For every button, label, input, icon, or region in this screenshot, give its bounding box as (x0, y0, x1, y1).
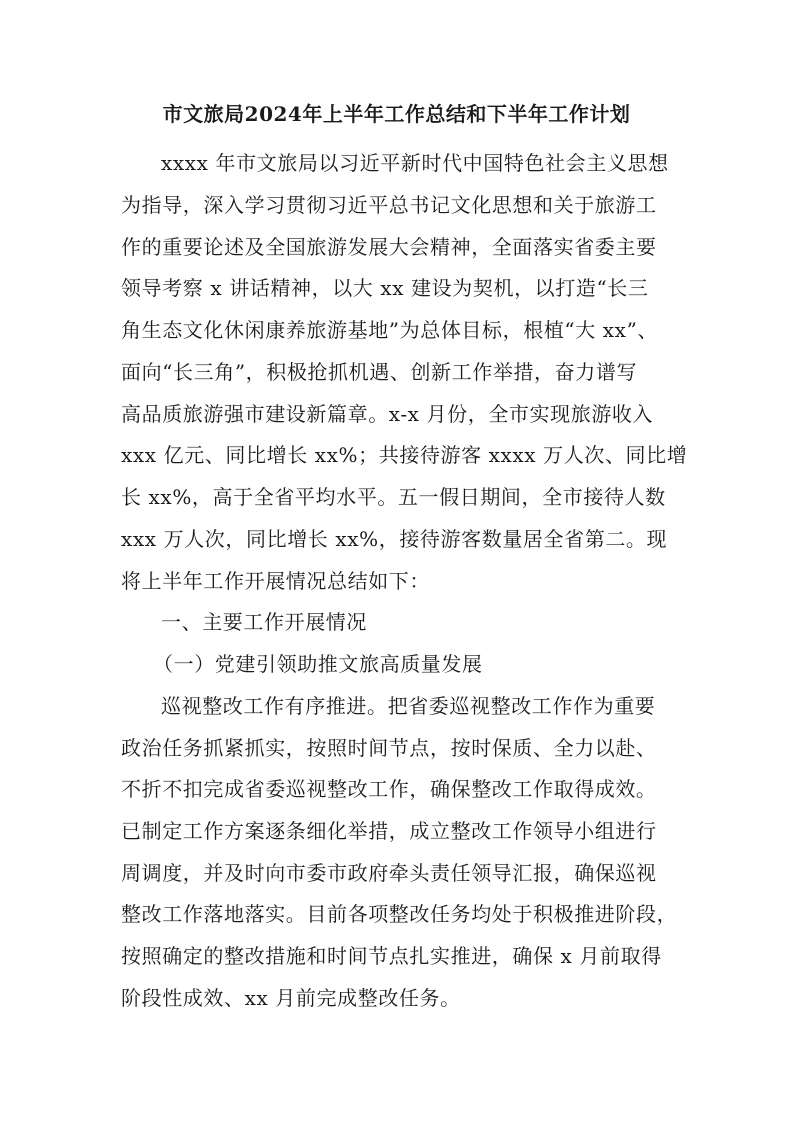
body-line: 不折不扣完成省委巡视整改工作，确保整改工作取得成效。 (121, 777, 657, 801)
body-line: 周调度，并及时向市委市政府牵头责任领导汇报，确保巡视 (121, 861, 657, 885)
section-heading: 一、主要工作开展情况 (161, 610, 367, 634)
body-line: 阶段性成效、xx 月前完成整改任务。 (121, 986, 461, 1010)
body-line: 整改工作落地落实。目前各项整改任务均处于积极推进阶段， (121, 902, 678, 926)
body-line: 已制定工作方案逐条细化举措，成立整改工作领导小组进行 (121, 819, 657, 843)
intro-line: 角生态文化休闲康养旅游基地”为总体目标，根植“大 xx”、 (121, 318, 658, 342)
intro-line: 领导考察 x 讲话精神，以大 xx 建设为契机，以打造“长三 (121, 276, 649, 300)
intro-line: 为指导，深入学习贯彻习近平总书记文化思想和关于旅游工 (121, 193, 657, 217)
intro-line: 将上半年工作开展情况总结如下： (121, 569, 430, 593)
intro-line: xxx 亿元、同比增长 xx%；共接待游客 xxxx 万人次、同比增 (121, 443, 688, 467)
intro-line: 面向“长三角”，积极抢抓机遇、创新工作举措，奋力谱写 (121, 360, 638, 384)
body-line: 巡视整改工作有序推进。把省委巡视整改工作作为重要 (161, 694, 656, 718)
subsection-heading: （一）党建引领助推文旅高质量发展 (153, 652, 483, 676)
intro-line: xxx 万人次，同比增长 xx%，接待游客数量居全省第二。现 (121, 527, 668, 551)
body-line: 按照确定的整改措施和时间节点扎实推进，确保 x 月前取得 (121, 944, 662, 968)
intro-line: 长 xx%，高于全省平均水平。五一假日期间，全市接待人数 (121, 485, 666, 509)
intro-line: xxxx 年市文旅局以习近平新时代中国特色社会主义思想 (161, 151, 669, 175)
intro-line: 高品质旅游强市建设新篇章。x-x 月份，全市实现旅游收入 (121, 402, 654, 426)
intro-line: 作的重要论述及全国旅游发展大会精神，全面落实省委主要 (121, 235, 657, 259)
body-line: 政治任务抓紧抓实，按照时间节点，按时保质、全力以赴、 (121, 736, 657, 760)
document-title: 市文旅局2024年上半年工作总结和下半年工作计划 (162, 102, 631, 126)
